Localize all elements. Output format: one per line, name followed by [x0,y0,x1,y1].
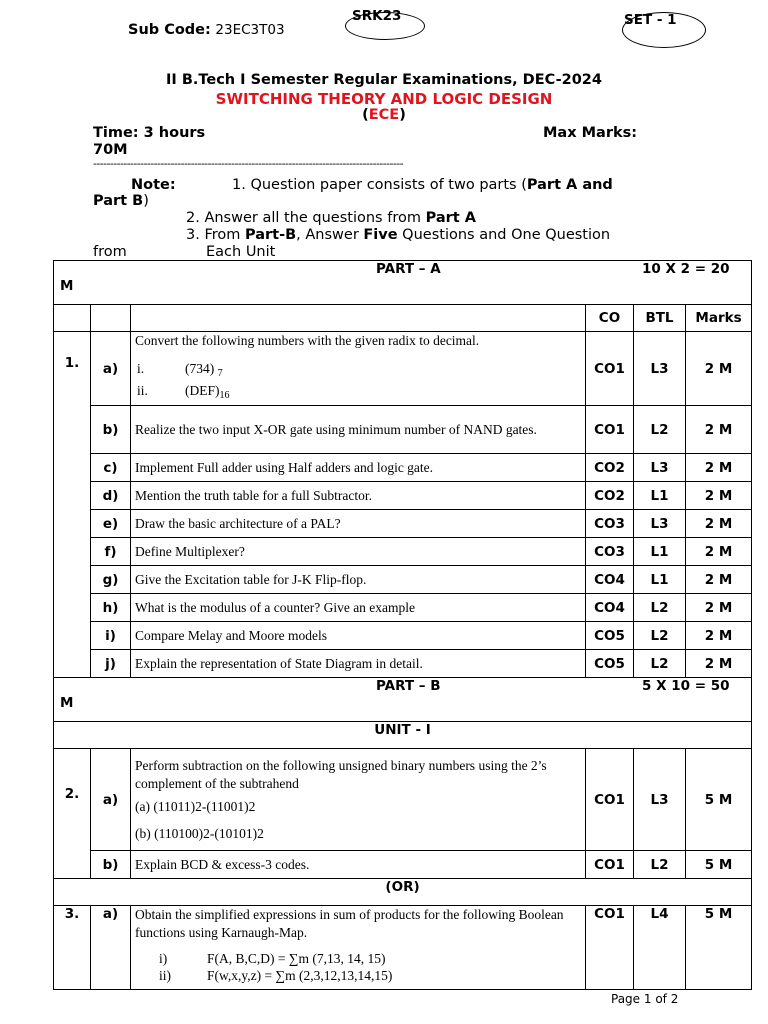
part-b-marks-tail: M [60,695,74,711]
set-label: SET - 1 [624,12,677,28]
list-item-value: F(w,x,y,z) = ∑m (2,3,12,13,14,15) [207,968,393,983]
co-cell: CO3 [586,510,634,538]
q1a-intro: Convert the following numbers with the given radix to decimal. [135,333,480,348]
sub-question: g) [91,566,131,594]
q1a-i-value: (734) [185,361,215,376]
sub-question: a) [91,749,131,851]
col-co: CO [586,305,634,332]
marks-cell: 2 M [686,482,752,510]
marks-cell: 2 M [686,594,752,622]
q2a-part-1: (a) (11011)2-(11001)2 [135,798,256,814]
col-blank-1 [54,305,91,332]
question-text: Implement Full adder using Half adders and logic gate. [131,454,586,482]
list-item [157,950,581,967]
sub-question: b) [91,406,131,454]
btl-cell: L2 [634,594,686,622]
list-item-value: F(A, B,C,D) = ∑m (7,13, 14, 15) [207,951,386,966]
part-b-title: PART – B [376,678,441,694]
btl-cell: L1 [634,566,686,594]
list-item-value [185,360,223,382]
btl-cell: L2 [634,406,686,454]
note-3-from: from [93,244,127,260]
question-text: Mention the truth table for a full Subtractor. [131,482,586,510]
part-b-header-row [54,678,752,722]
list-item [135,382,581,404]
time-label: Time: 3 hours [93,125,206,141]
marks-cell: 2 M [686,538,752,566]
subject-title: SWITCHING THEORY AND LOGIC DESIGN [215,90,553,108]
marks-cell: 2 M [686,510,752,538]
list-item-number: i) [159,951,168,966]
page-number: Page 1 of 2 [611,992,679,1006]
co-cell: CO1 [586,332,634,406]
question-text: Explain the representation of State Diagram in detail. [131,650,586,678]
table-row [54,594,752,622]
table-row [54,406,752,454]
marks-cell: 2 M [686,650,752,678]
q1a-i-base: 7 [217,368,223,379]
sub-code-label: Sub Code: [128,22,211,38]
btl-cell: L2 [634,851,686,879]
marks-cell: 5 M [686,906,752,990]
question-table [53,260,752,990]
btl-cell: L3 [634,454,686,482]
table-row [54,566,752,594]
note-3-mid: , Answer [296,227,364,243]
part-a-header [54,261,752,305]
question-text [131,749,586,851]
co-cell: CO2 [586,454,634,482]
q1a-ii-value: (DEF) [185,383,220,398]
question-text: Define Multiplexer? [131,538,586,566]
btl-cell: L4 [634,906,686,990]
max-marks-label: Max Marks: [543,125,638,141]
question-text: Give the Excitation table for J-K Flip-flop. [131,566,586,594]
marks-cell: 2 M [686,332,752,406]
part-a-marks: 10 X 2 = 20 [642,261,730,277]
col-marks: Marks [686,305,752,332]
note-1-text: 1. Question paper consists of two parts ( [232,177,527,193]
or-row [54,879,752,906]
sub-question: i) [91,622,131,650]
note-label: Note: [131,177,176,193]
co-cell: CO1 [586,851,634,879]
note-2-bold: Part A [425,210,476,226]
col-btl: BTL [634,305,686,332]
branch-close: ) [399,107,406,123]
col-blank-2 [91,305,131,332]
table-row [54,622,752,650]
table-row [54,851,752,879]
co-cell: CO1 [586,749,634,851]
list-item [157,967,581,984]
table-row [54,482,752,510]
sub-question: f) [91,538,131,566]
note-3-bold-2: Five [363,227,398,243]
part-a-marks-tail: M [60,278,74,294]
co-cell: CO1 [586,406,634,454]
q1a-list [135,360,581,404]
table-row [54,906,752,990]
marks-cell: 2 M [686,406,752,454]
note-2-text: 2. Answer all the questions from [186,210,426,226]
col-blank-3 [131,305,586,332]
q2a-text: Perform subtraction on the following unsigned binary numbers using the 2’s complement of the subtrahend [135,757,547,791]
question-text [131,906,586,990]
part-a-header-row [54,261,752,305]
question-number: 2. [54,749,91,879]
sub-question: c) [91,454,131,482]
btl-cell: L2 [634,650,686,678]
table-row [54,538,752,566]
marks-cell: 2 M [686,566,752,594]
list-item-value [185,382,230,404]
co-cell: CO4 [586,594,634,622]
exam-title: II B.Tech I Semester Regular Examinations, DEC-2024 [166,72,602,88]
sub-question: a) [91,906,131,990]
note-3-post: Questions and One Question [397,227,611,243]
list-item [135,360,581,382]
unit-title: UNIT - I [54,722,752,749]
part-b-marks: 5 X 10 = 50 [642,678,730,694]
max-marks-value: 70M [93,142,128,158]
co-cell: CO3 [586,538,634,566]
list-item-number: i. [137,361,145,376]
table-row [54,510,752,538]
sub-question: e) [91,510,131,538]
question-number: 3. [54,906,91,990]
note-1-cont [93,193,149,209]
list-item-number: ii) [159,968,171,983]
part-a-title: PART – A [376,261,441,277]
sub-code-value: 23EC3T03 [215,22,285,38]
note-3-text: 3. From [186,227,245,243]
q3a-list [135,950,581,984]
table-row [54,332,752,406]
sub-question: a) [91,332,131,406]
unit-row [54,722,752,749]
co-cell: CO2 [586,482,634,510]
code-oval-text: SRK23 [352,8,402,24]
btl-cell: L1 [634,482,686,510]
or-label: (OR) [54,879,752,906]
co-cell: CO1 [586,906,634,990]
question-text [131,332,586,406]
note-3-unit: Each Unit [206,244,276,260]
btl-cell: L3 [634,749,686,851]
btl-cell: L1 [634,538,686,566]
note-1-close: ) [143,193,149,209]
list-item-number: ii. [137,383,148,398]
question-text: What is the modulus of a counter? Give an example [131,594,586,622]
note-1-cont-bold: Part B [93,193,144,209]
sub-question: b) [91,851,131,879]
q2a-part-2: (b) (110100)2-(10101)2 [135,825,264,841]
question-number: 1. [54,332,91,678]
co-cell: CO4 [586,566,634,594]
sub-question: j) [91,650,131,678]
note-2 [186,210,476,226]
co-cell: CO5 [586,622,634,650]
table-row [54,650,752,678]
q1a-ii-base: 16 [219,390,230,401]
question-text: Draw the basic architecture of a PAL? [131,510,586,538]
question-text: Realize the two input X-OR gate using minimum number of NAND gates. [131,406,586,454]
sub-question: d) [91,482,131,510]
sub-code-line [128,22,285,38]
note-1-bold: Part A and [526,177,613,193]
branch: ECE [368,107,400,123]
marks-cell: 2 M [686,454,752,482]
branch-line [0,107,768,123]
btl-cell: L3 [634,332,686,406]
sub-question: h) [91,594,131,622]
table-row [54,454,752,482]
co-cell: CO5 [586,650,634,678]
note-3 [186,227,610,243]
branch-open: ( [362,107,369,123]
marks-cell: 5 M [686,749,752,851]
marks-cell: 2 M [686,622,752,650]
question-text: Explain BCD & excess-3 codes. [131,851,586,879]
btl-cell: L3 [634,510,686,538]
table-row [54,749,752,851]
note-1 [232,177,613,193]
btl-cell: L2 [634,622,686,650]
note-3-bold-1: Part-B [244,227,297,243]
question-text: Compare Melay and Moore models [131,622,586,650]
dash-separator: -------------------------------------------------------------------------------------------- [93,157,403,170]
column-header-row [54,305,752,332]
marks-cell: 5 M [686,851,752,879]
q3a-text: Obtain the simplified expressions in sum of products for the following Boolean functions using Karnaugh-Map. [135,907,564,940]
part-b-header [54,678,752,722]
